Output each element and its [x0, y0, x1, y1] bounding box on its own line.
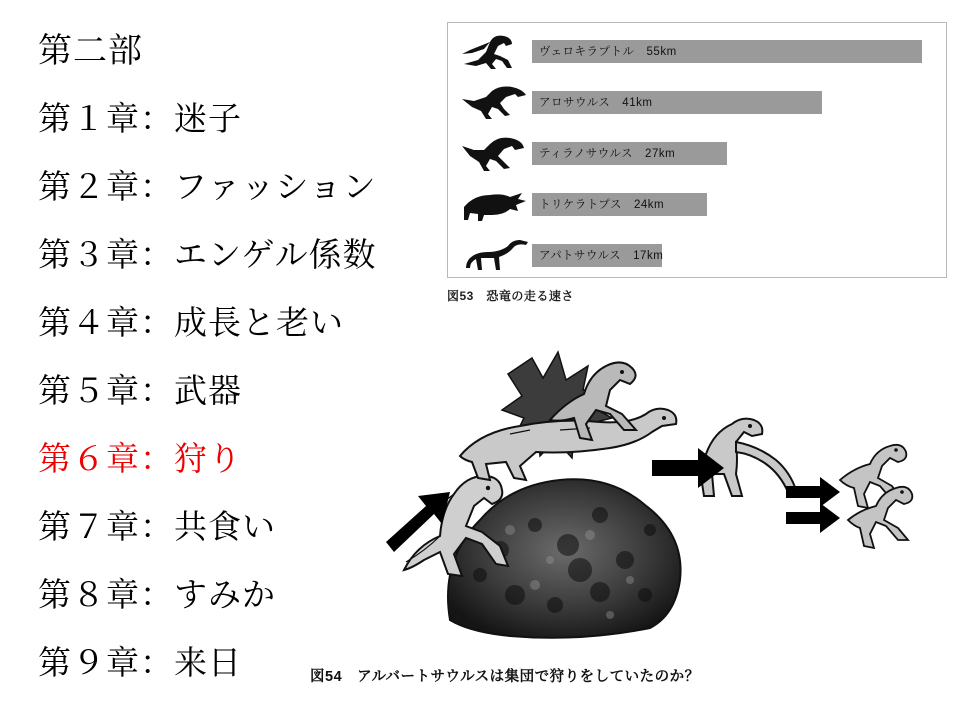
fleeing-herbivore [700, 419, 796, 496]
toc-item-chapter-4[interactable]: 第４章：成長と老い [38, 305, 344, 342]
toc-item-chapter-3[interactable]: 第３章：エンゲル係数 [38, 237, 377, 274]
toc-item-chapter-7[interactable]: 第７章：共食い [38, 509, 276, 546]
figure-54-caption: 図54 アルバートサウルスは集団で狩りをしていたのか？ [310, 669, 700, 685]
toc-item-chapter-8[interactable]: 第８章：すみか [38, 577, 276, 614]
toc-item-chapter-6[interactable]: 第６章：狩り [38, 441, 242, 478]
bar-tyrannosaurus [532, 142, 727, 165]
allosaurus-icon [460, 81, 532, 123]
bar-apatosaurus [532, 244, 662, 267]
tyrannosaurus-icon [460, 132, 532, 174]
bar-allosaurus [532, 91, 822, 114]
chart-row [448, 79, 946, 125]
chart-row [448, 232, 946, 278]
bar-label: ヴェロキラプトル 55km [539, 46, 677, 58]
chart-row [448, 28, 946, 74]
velociraptor-icon [460, 30, 532, 72]
toc-title: 第二部 [38, 33, 143, 70]
toc-item-chapter-5[interactable]: 第５章：武器 [38, 373, 242, 410]
bar-label: アロサウルス 41km [539, 97, 653, 109]
bar-label: ティラノサウルス 27km [539, 148, 676, 160]
chart-row [448, 130, 946, 176]
running-speed-chart [447, 22, 947, 278]
bar-label: トリケラトプス 24km [539, 199, 665, 211]
bar-triceratops [532, 193, 707, 216]
triceratops-icon [460, 183, 532, 225]
apatosaurus-icon [460, 234, 532, 276]
hunting-scene-illustration [300, 330, 940, 670]
toc-item-chapter-2[interactable]: 第２章：ファッション [38, 169, 377, 206]
bar-velociraptor [532, 40, 922, 63]
chart-row [448, 181, 946, 227]
bar-label: アパトサウルス 17km [539, 250, 664, 262]
rock-mound [448, 479, 681, 638]
figure-53-caption: 図53 恐竜の走る速さ [447, 289, 574, 303]
toc-item-chapter-9[interactable]: 第９章：来日 [38, 645, 242, 682]
toc-item-chapter-1[interactable]: 第１章：迷子 [38, 101, 242, 138]
